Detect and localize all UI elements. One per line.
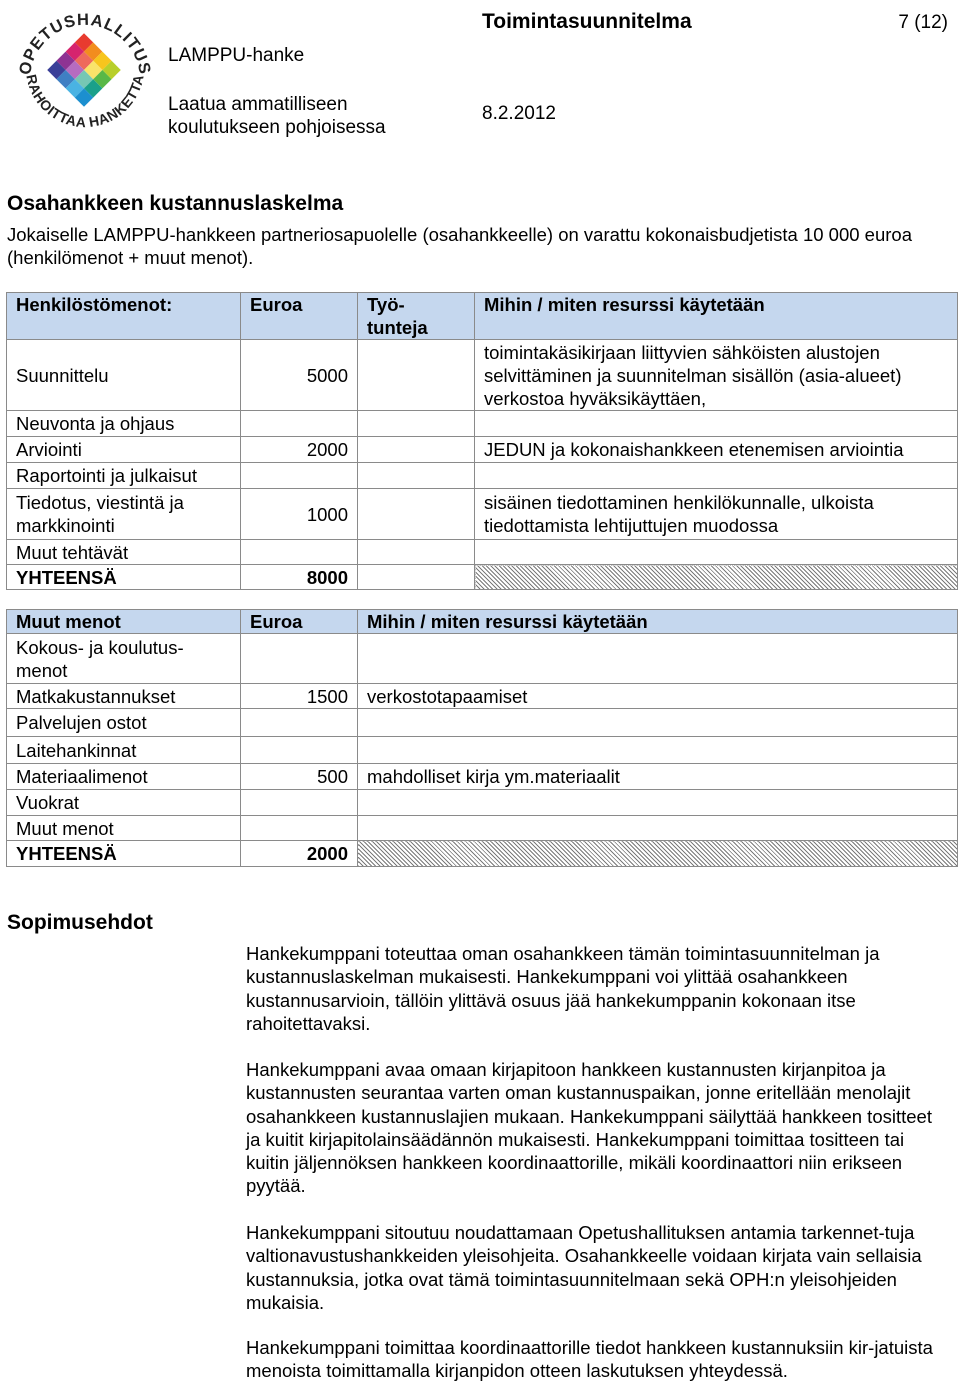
item-cell: Vuokrat: [7, 790, 241, 816]
item-cell: Materiaalimenot: [7, 764, 241, 790]
table-row: [7, 634, 958, 684]
usage-cell: [358, 816, 958, 841]
usage-cell: sisäinen tiedottaminen henkilökunnalle, ulkoista tiedottamista lehtijuttujen muodossa: [475, 489, 958, 540]
page-number: 7 (12): [898, 12, 948, 33]
table-row: [7, 463, 958, 489]
table-row: [7, 684, 958, 709]
usage-cell: toimintakäsikirjaan liittyvien sähköisten alustojen selvittäminen ja suunnitelman sisällön (asia-alueet) verkostoa hyväksikäyttäen,: [475, 340, 958, 411]
euro-cell: [241, 709, 358, 737]
euro-cell: 5000: [241, 340, 358, 411]
logo-text-bottom: RAHOITTAA HANKETTA: [23, 72, 147, 131]
agreement-paragraph: Hankekumppani toteuttaa oman osahankkeen tämän toimintasuunnitelman ja kustannuslaskelman mukaisesti. Hankekumppani voi ylittää osahankkeen kustannusarvioin, tällöin ylittävä osuus jää hankekumppanin kokonaan itse rahoitettavaksi.: [246, 943, 880, 1034]
table-row: [7, 709, 958, 737]
item-cell: Arviointi: [7, 437, 241, 463]
hours-cell: [358, 340, 475, 411]
agreement-paragraph: Hankekumppani avaa omaan kirjapitoon hankkeen kustannusten kirjanpitoa ja kustannusten seurantaa varten oman kustannuspaikan, jonne eritellään menolajit osahankkeen kustannuslajien mukaan. Hankekumppani säilyttää hankkeen tositteet ja kuitit kirjapitolainsäädännön mukaisesti. Hankekumppani toimittaa tositteen tai kuitin jäljennöksen hankkeen koordinaattorille, mikäli koordinaattori niin erikseen pyytää.: [246, 1059, 932, 1197]
table-header-row: [7, 293, 958, 340]
item-cell: Kokous- ja koulutus- menot: [7, 634, 241, 684]
hatched-cell: [475, 565, 958, 590]
header-cell: Mihin / miten resurssi käytetään: [358, 610, 958, 634]
header-cell: Henkilöstömenot:: [7, 293, 241, 340]
euro-cell: 500: [241, 764, 358, 790]
table-row: [7, 764, 958, 790]
project-subtitle: [168, 93, 386, 139]
usage-cell: [358, 634, 958, 684]
hours-cell: [358, 489, 475, 540]
subtitle-line-1: Laatua ammatilliseen: [168, 94, 348, 115]
table-row: [7, 737, 958, 764]
header-cell: Muut menot: [7, 610, 241, 634]
euro-cell: [241, 634, 358, 684]
euro-cell: [241, 463, 358, 489]
table-row: [7, 489, 958, 540]
table-total-row: [7, 841, 958, 867]
item-cell: Muut tehtävät: [7, 540, 241, 565]
table-row: [7, 816, 958, 841]
opetushallitus-logo: [14, 2, 154, 132]
euro-cell: [241, 790, 358, 816]
usage-cell: [358, 709, 958, 737]
header-cell: Mihin / miten resurssi käytetään: [475, 293, 958, 340]
hours-cell: [358, 437, 475, 463]
total-euro: 8000: [241, 565, 358, 590]
usage-cell: [358, 737, 958, 764]
header-cell: Euroa: [241, 610, 358, 634]
hours-cell: [358, 540, 475, 565]
total-label: YHTEENSÄ: [7, 565, 241, 590]
hours-cell: [358, 411, 475, 437]
project-name: LAMPPU-hanke: [168, 45, 305, 66]
logo-text-top: OPETUSHALLITUS: [16, 10, 154, 77]
header-cell: Euroa: [241, 293, 358, 340]
euro-cell: [241, 737, 358, 764]
total-euro: 2000: [241, 841, 358, 867]
usage-cell: [475, 463, 958, 489]
section-title: Osahankkeen kustannuslaskelma: [7, 192, 344, 215]
total-label: YHTEENSÄ: [7, 841, 241, 867]
document-date: 8.2.2012: [482, 103, 556, 124]
document-title: Toimintasuunnitelma: [482, 10, 692, 33]
color-diamond-icon: [47, 33, 121, 107]
item-cell: Raportointi ja julkaisut: [7, 463, 241, 489]
item-cell: Suunnittelu: [7, 340, 241, 411]
usage-cell: verkostotapaamiset: [358, 684, 958, 709]
hatched-cell: [358, 841, 958, 867]
item-cell: Palvelujen ostot: [7, 709, 241, 737]
table-row: [7, 411, 958, 437]
usage-cell: JEDUN ja kokonaishankkeen etenemisen arviointia: [475, 437, 958, 463]
item-cell: Tiedotus, viestintä ja markkinointi: [7, 489, 241, 540]
euro-cell: [241, 816, 358, 841]
usage-cell: [475, 540, 958, 565]
table-row: [7, 340, 958, 411]
hours-cell: [358, 565, 475, 590]
usage-cell: [358, 790, 958, 816]
item-cell: Matkakustannukset: [7, 684, 241, 709]
subtitle-line-2: koulutukseen pohjoisessa: [168, 117, 386, 138]
agreement-title: Sopimusehdot: [7, 911, 153, 934]
other-cost-table: [6, 609, 958, 867]
agreement-paragraph: Hankekumppani sitoutuu noudattamaan Opetushallituksen antamia tarkennet-tuja valtionavustushankkeiden yleisohjeita. Osahankkeelle voidaan kirjata vain sellaisia kustannuksia, jotka ovat tämä toimintasuunnitelmaan sekä OPH:n yleisohjeiden mukaisia.: [246, 1222, 922, 1313]
section-intro: Jokaiselle LAMPPU-hankkeen partneriosapuolelle (osahankkeelle) on varattu kokonaisbudjetista 10 000 euroa (henkilömenot + muut menot).: [7, 224, 913, 268]
usage-cell: [475, 411, 958, 437]
item-cell: Laitehankinnat: [7, 737, 241, 764]
euro-cell: 1500: [241, 684, 358, 709]
header-cell: Työ- tunteja: [358, 293, 475, 340]
table-header-row: [7, 610, 958, 634]
table-row: [7, 790, 958, 816]
agreement-paragraph: Hankekumppani toimittaa koordinaattorille tiedot hankkeen kustannuksiin kir-jatuista menoista toimittamalla kirjanpidon otteen laskutuksen yhteydessä.: [246, 1337, 933, 1382]
item-cell: Neuvonta ja ohjaus: [7, 411, 241, 437]
table-row: [7, 437, 958, 463]
personnel-cost-table: [6, 292, 958, 590]
hours-cell: [358, 463, 475, 489]
table-row: [7, 540, 958, 565]
euro-cell: 2000: [241, 437, 358, 463]
item-cell: Muut menot: [7, 816, 241, 841]
usage-cell: mahdolliset kirja ym.materiaalit: [358, 764, 958, 790]
table-total-row: [7, 565, 958, 590]
euro-cell: 1000: [241, 489, 358, 540]
euro-cell: [241, 540, 358, 565]
euro-cell: [241, 411, 358, 437]
